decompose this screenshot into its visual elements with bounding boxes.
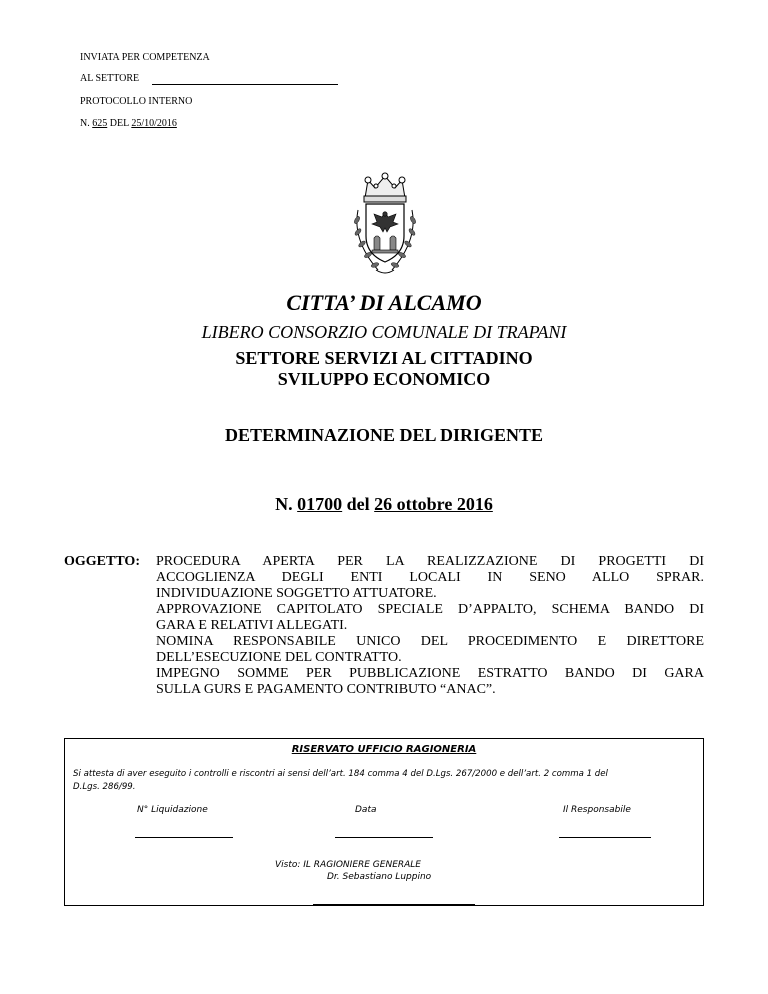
object-text: [156, 554, 704, 698]
ragioneria-attesta: [73, 768, 699, 794]
header-del-value: 25/10/2016: [131, 118, 177, 129]
num-prefix: N.: [275, 494, 293, 514]
num-date: 26 ottobre 2016: [374, 494, 493, 514]
object-label: OGGETTO:: [64, 554, 140, 569]
header-numero: [80, 118, 177, 130]
sector-title-2: SVILUPPO ECONOMICO: [277, 369, 491, 389]
province-title: LIBERO CONSORZIO COMUNALE DI TRAPANI: [201, 322, 567, 342]
coat-of-arms-emblem: [330, 170, 440, 280]
determination-title: DETERMINAZIONE DEL DIRIGENTE: [224, 425, 544, 445]
liquidazione-line: [135, 837, 233, 838]
header-al-settore-line: [152, 84, 338, 85]
object-line: PROCEDURA APERTA PER LA REALIZZAZIONE DI PROGETTI DI: [156, 554, 704, 569]
object-line: NOMINA RESPONSABILE UNICO DEL PROCEDIMENTO E DIRETTORE: [156, 634, 704, 649]
header-inviata: INVIATA PER COMPETENZA: [80, 52, 210, 63]
signature-line: [313, 904, 475, 905]
header-del-label: DEL: [109, 118, 129, 129]
object-line: SULLA GURS E PAGAMENTO CONTRIBUTO “ANAC”.: [156, 682, 496, 697]
city-title: CITTA’ DI ALCAMO: [286, 290, 482, 315]
header-al-settore: [80, 73, 139, 85]
num-value: 01700: [297, 494, 343, 514]
object-line: APPROVAZIONE CAPITOLATO SPECIALE D’APPALTO, SCHEMA BANDO DI: [156, 602, 704, 617]
col-data-label: Data: [355, 805, 377, 815]
col-responsabile-label: Il Responsabile: [563, 805, 631, 815]
header-n-prefix: N.: [80, 118, 90, 129]
ragioneria-title: RISERVATO UFFICIO RAGIONERIA: [291, 744, 477, 755]
ragioneria-box: [64, 738, 704, 906]
object-line: IMPEGNO SOMME PER PUBBLICAZIONE ESTRATTO BANDO DI GARA: [156, 666, 704, 681]
responsabile-line: [559, 837, 651, 838]
attesta-line-2: D.Lgs. 286/99.: [73, 782, 136, 792]
header-al-settore-label: AL SETTORE: [80, 73, 140, 84]
num-del: del: [346, 494, 370, 514]
header-n-value: 625: [92, 118, 108, 129]
header-protocollo: PROTOCOLLO INTERNO: [80, 96, 193, 107]
object-line: INDIVIDUAZIONE SOGGETTO ATTUATORE.: [156, 586, 437, 601]
col-liquidazione-label: N° Liquidazione: [137, 805, 208, 815]
visto-label: Visto: IL RAGIONIERE GENERALE: [275, 860, 421, 870]
object-line: ACCOGLIENZA DEGLI ENTI LOCALI IN SENO ALLO SPRAR.: [156, 570, 704, 585]
object-line: GARA E RELATIVI ALLEGATI.: [156, 618, 348, 633]
sector-title-1: SETTORE SERVIZI AL CITTADINO: [235, 348, 533, 368]
object-line: DELL’ESECUZIONE DEL CONTRATTO.: [156, 650, 402, 665]
data-line: [335, 837, 433, 838]
attesta-line-1: Si attesta di aver eseguito i controlli e riscontri ai sensi dell’art. 184 comma 4 del D.Lgs. 267/2000 e dell’art. 2 comma 1 del: [73, 769, 608, 779]
determination-number: [0, 494, 768, 515]
dottore-name: Dr. Sebastiano Luppino: [327, 872, 432, 882]
